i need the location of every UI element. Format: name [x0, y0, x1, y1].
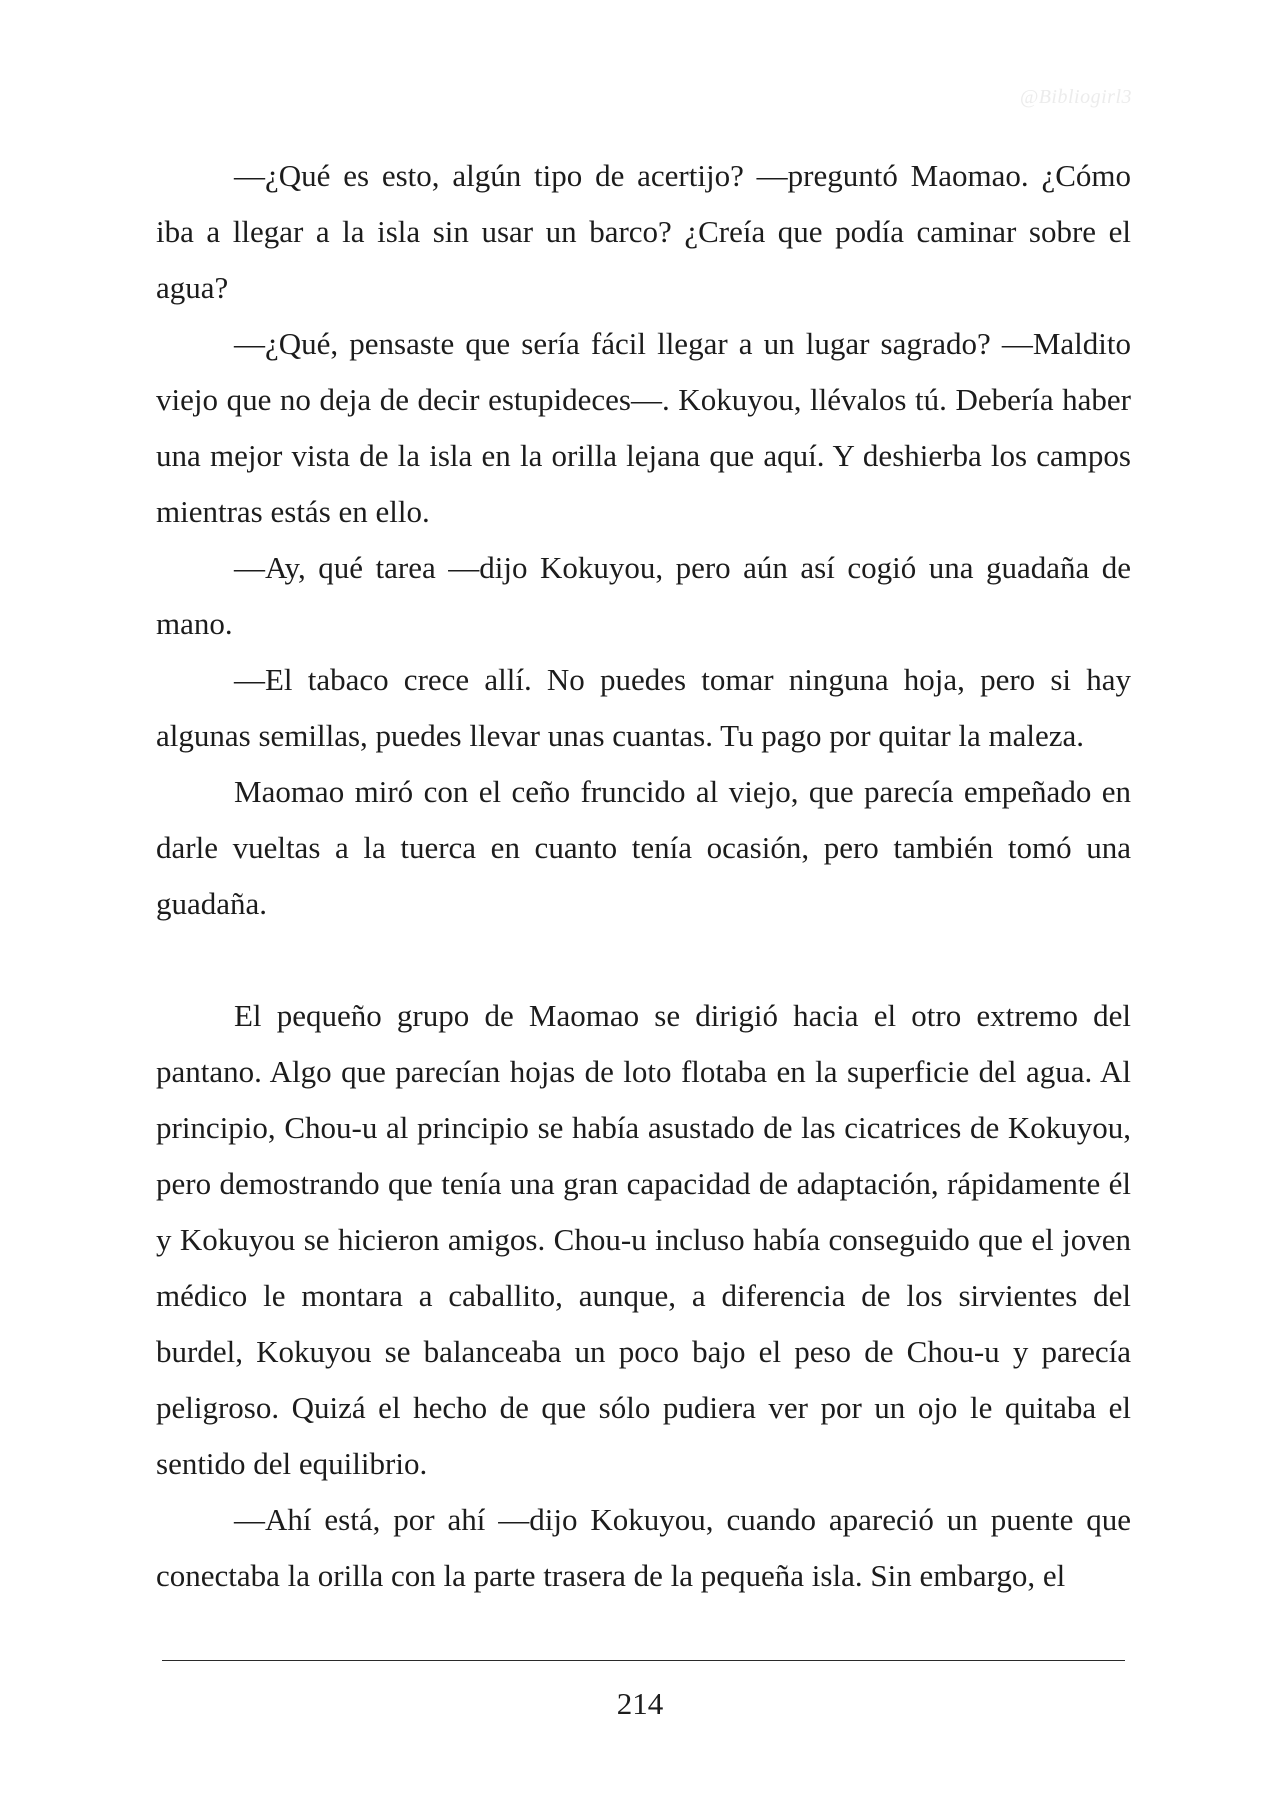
- paragraph: —Ahí está, por ahí —dijo Kokuyou, cuando apareció un puente que conectaba la orilla con la parte trasera de la pequeña isla. Sin embargo, el: [156, 1502, 1131, 1593]
- paragraph: —Ay, qué tarea —dijo Kokuyou, pero aún así cogió una guadaña de mano.: [156, 550, 1131, 641]
- paragraph: Maomao miró con el ceño fruncido al viejo, que parecía empeñado en darle vueltas a la tuerca en cuanto tenía ocasión, pero también tomó una guadaña.: [156, 774, 1131, 921]
- paragraph: —¿Qué es esto, algún tipo de acertijo? —preguntó Maomao. ¿Cómo iba a llegar a la isla sin usar un barco? ¿Creía que podía caminar sobre el agua?: [156, 158, 1131, 305]
- page-number: 214: [616, 1686, 664, 1721]
- watermark: @Bibliogirl3: [1019, 86, 1132, 108]
- paragraph: —El tabaco crece allí. No puedes tomar ninguna hoja, pero si hay algunas semillas, puedes llevar unas cuantas. Tu pago por quitar la maleza.: [156, 662, 1131, 753]
- page-body: [156, 148, 1131, 1604]
- paragraph: El pequeño grupo de Maomao se dirigió hacia el otro extremo del pantano. Algo que parecían hojas de loto flotaba en la superficie del agua. Al principio, Chou-u al principio se había asustado de las cicatrices de Kokuyou, pero demostrando que tenía una gran capacidad de adaptación, rápidamente él y Kokuyou se hicieron amigos. Chou-u incluso había conseguido que el joven médico le montara a caballito, aunque, a diferencia de los sirvientes del burdel, Kokuyou se balanceaba un poco bajo el peso de Chou-u y parecía peligroso. Quizá el hecho de que sólo pudiera ver por un ojo le quitaba el sentido del equilibrio.: [156, 998, 1131, 1481]
- paragraph: —¿Qué, pensaste que sería fácil llegar a un lugar sagrado? —Maldito viejo que no deja de decir estupideces—. Kokuyou, llévalos tú. Debería haber una mejor vista de la isla en la orilla lejana que aquí. Y deshierba los campos mientras estás en ello.: [156, 326, 1131, 529]
- footer-divider: [162, 1660, 1125, 1661]
